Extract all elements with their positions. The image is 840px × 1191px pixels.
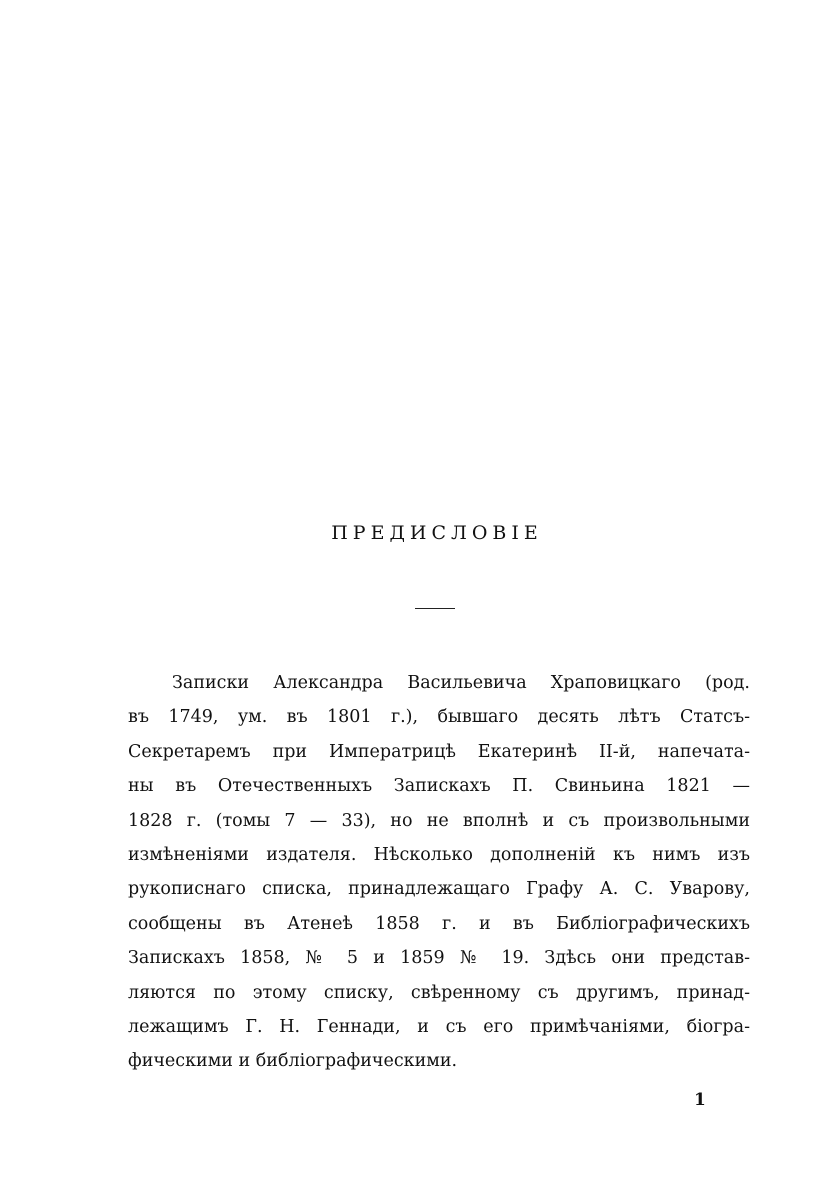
paragraph-line: ляются по этому списку, свѣренному съ другимъ, принад- [128, 982, 750, 1003]
paragraph-line: рукописнаго списка, принадлежащаго Графу А. С. Уварову, [128, 879, 750, 900]
paragraph-line: Запискахъ 1858, № 5 и 1859 № 19. Здѣсь они представ- [128, 948, 750, 969]
page-number: 1 [694, 1090, 706, 1110]
preface-paragraph [128, 666, 750, 1079]
paragraph-line: 1828 г. (томы 7 — 33), но не вполнѣ и съ произвольными [128, 810, 750, 831]
chapter-title: ПРЕДИСЛОВІЕ [331, 522, 543, 544]
paragraph-line: въ 1749, ум. въ 1801 г.), бывшаго десять лѣтъ Статсъ- [128, 707, 750, 728]
paragraph-line: лежащимъ Г. Н. Геннади, и съ его примѣчаніями, біогра- [128, 1016, 750, 1037]
paragraph-line: Записки Александра Васильевича Храповицкаго (род. [172, 673, 750, 693]
paragraph-line: сообщены въ Атенеѣ 1858 г. и въ Библіографическихъ [128, 913, 750, 934]
paragraph-line: измѣненіями издателя. Нѣсколько дополненій къ нимъ изъ [128, 844, 750, 865]
paragraph-line: ны въ Отечественныхъ Запискахъ П. Свиньина 1821 — [128, 776, 750, 797]
paragraph-line: Секретаремъ при Императрицѣ Екатеринѣ II-й, напечата- [128, 741, 750, 762]
paragraph-line: фическими и библіографическими. [128, 1051, 458, 1072]
title-divider [415, 608, 455, 609]
